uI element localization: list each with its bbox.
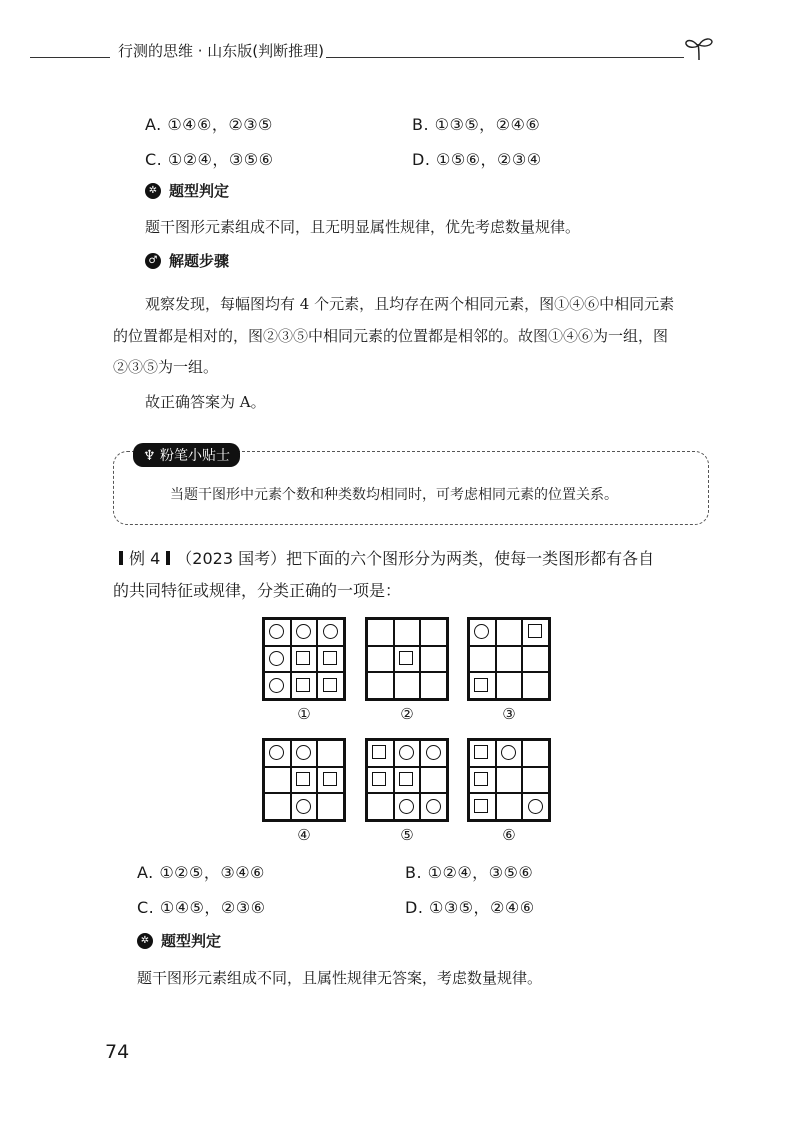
figure-cell bbox=[317, 672, 344, 699]
figure-cell bbox=[496, 619, 523, 646]
figure-cell bbox=[469, 740, 496, 767]
figure-cell bbox=[367, 793, 394, 820]
q1-option-d: D. ①⑤⑥，②③④ bbox=[412, 150, 542, 169]
q1-option-a: A. ①④⑥，②③⑤ bbox=[145, 115, 273, 134]
figure-cell bbox=[264, 767, 291, 794]
figure-cell bbox=[317, 646, 344, 673]
q2-type-label: 题型判定 bbox=[161, 932, 222, 950]
figure-4 bbox=[262, 738, 346, 822]
figure-cell bbox=[496, 740, 523, 767]
square-element bbox=[474, 772, 488, 786]
circle-element bbox=[296, 799, 311, 814]
figure-cell bbox=[420, 646, 447, 673]
figure-cell bbox=[291, 672, 318, 699]
square-element bbox=[323, 678, 337, 692]
figure-cell bbox=[367, 672, 394, 699]
figure-cell bbox=[469, 619, 496, 646]
figure-cell bbox=[367, 646, 394, 673]
square-element bbox=[474, 799, 488, 813]
q1-steps-line-1: 观察发现，每幅图均有 4 个元素，且均存在两个相同元素，图①④⑥中相同元素 bbox=[145, 295, 675, 313]
figure-cell bbox=[367, 740, 394, 767]
figure-cell bbox=[522, 793, 549, 820]
figure-cell bbox=[291, 767, 318, 794]
figure-5 bbox=[365, 738, 449, 822]
circle-element bbox=[501, 745, 516, 760]
figure-cell bbox=[522, 619, 549, 646]
figure-cell bbox=[367, 619, 394, 646]
q2-type-text: 题干图形元素组成不同，且属性规律无答案，考虑数量规律。 bbox=[137, 969, 543, 987]
q2-option-d: D. ①③⑤，②④⑥ bbox=[405, 898, 535, 917]
figure-label-1: ① bbox=[297, 705, 311, 723]
figure-1 bbox=[262, 617, 346, 701]
square-element bbox=[323, 772, 337, 786]
figure-6 bbox=[467, 738, 551, 822]
circle-element bbox=[269, 678, 284, 693]
q1-steps-heading bbox=[145, 250, 229, 271]
circle-element bbox=[474, 624, 489, 639]
q2-option-b: B. ①②④，③⑤⑥ bbox=[405, 863, 534, 882]
q1-option-b: B. ①③⑤，②④⑥ bbox=[412, 115, 541, 134]
q2-type-heading bbox=[137, 930, 221, 951]
figure-cell bbox=[291, 740, 318, 767]
square-element bbox=[399, 651, 413, 665]
circle-element bbox=[399, 799, 414, 814]
circle-element bbox=[296, 624, 311, 639]
tip-text: 当题干图形中元素个数和种类数均相同时，可考虑相同元素的位置关系。 bbox=[170, 487, 618, 503]
figure-cell bbox=[291, 646, 318, 673]
figure-cell bbox=[522, 767, 549, 794]
example-line-1 bbox=[113, 543, 654, 574]
figure-cell bbox=[469, 793, 496, 820]
figure-cell bbox=[420, 672, 447, 699]
figure-2 bbox=[365, 617, 449, 701]
figure-cell bbox=[469, 767, 496, 794]
example-tag: 例 4 bbox=[129, 549, 161, 568]
q1-option-c: C. ①②④，③⑤⑥ bbox=[145, 150, 274, 169]
figure-cell bbox=[522, 740, 549, 767]
figure-3 bbox=[467, 617, 551, 701]
square-element bbox=[296, 651, 310, 665]
q1-type-heading bbox=[145, 180, 229, 201]
bulb-icon: ✲ bbox=[145, 183, 161, 199]
square-element bbox=[372, 772, 386, 786]
square-element bbox=[474, 745, 488, 759]
figure-cell bbox=[317, 767, 344, 794]
figure-cell bbox=[522, 646, 549, 673]
circle-element bbox=[323, 624, 338, 639]
example-line-2: 的共同特征或规律，分类正确的一项是： bbox=[113, 581, 402, 600]
figure-cell bbox=[469, 672, 496, 699]
figure-cell bbox=[394, 672, 421, 699]
figure-cell bbox=[496, 793, 523, 820]
figure-label-2: ② bbox=[400, 705, 414, 723]
square-element bbox=[372, 745, 386, 759]
circle-element bbox=[399, 745, 414, 760]
figure-cell bbox=[420, 793, 447, 820]
figure-cell bbox=[317, 793, 344, 820]
figure-cell bbox=[420, 767, 447, 794]
tip-sprout-icon: ♆ bbox=[143, 448, 161, 464]
figure-cell bbox=[394, 767, 421, 794]
figure-cell bbox=[394, 740, 421, 767]
header-rule-right bbox=[326, 57, 684, 58]
sprout-icon bbox=[682, 34, 716, 62]
figure-cell bbox=[264, 619, 291, 646]
square-element bbox=[474, 678, 488, 692]
figure-cell bbox=[496, 646, 523, 673]
figure-cell bbox=[394, 646, 421, 673]
figure-cell bbox=[291, 619, 318, 646]
square-element bbox=[296, 678, 310, 692]
figure-label-3: ③ bbox=[502, 705, 516, 723]
q1-type-label: 题型判定 bbox=[169, 182, 230, 200]
figure-label-4: ④ bbox=[297, 826, 311, 844]
circle-element bbox=[296, 745, 311, 760]
example-text-1: （2023 国考）把下面的六个图形分为两类，使每一类图形都有各自 bbox=[176, 549, 655, 568]
figure-cell bbox=[420, 740, 447, 767]
square-element bbox=[296, 772, 310, 786]
figure-cell bbox=[264, 646, 291, 673]
q2-option-a: A. ①②⑤，③④⑥ bbox=[137, 863, 265, 882]
figure-cell bbox=[420, 619, 447, 646]
figure-cell bbox=[264, 740, 291, 767]
steps-icon: ♂ bbox=[145, 253, 161, 269]
circle-element bbox=[426, 799, 441, 814]
q1-answer: 故正确答案为 A。 bbox=[145, 393, 266, 411]
header-rule-left bbox=[30, 57, 110, 58]
figure-label-5: ⑤ bbox=[400, 826, 414, 844]
figure-cell bbox=[317, 740, 344, 767]
circle-element bbox=[269, 745, 284, 760]
square-element bbox=[528, 624, 542, 638]
figure-cell bbox=[394, 793, 421, 820]
square-element bbox=[323, 651, 337, 665]
figure-cell bbox=[264, 793, 291, 820]
figure-cell bbox=[367, 767, 394, 794]
q1-steps-line-2: 的位置都是相对的，图②③⑤中相同元素的位置都是相邻的。故图①④⑥为一组，图 bbox=[113, 327, 669, 345]
figure-cell bbox=[469, 646, 496, 673]
q1-steps-line-3: ②③⑤为一组。 bbox=[113, 358, 219, 376]
circle-element bbox=[269, 651, 284, 666]
figure-cell bbox=[496, 672, 523, 699]
page-number: 74 bbox=[105, 1041, 130, 1063]
circle-element bbox=[528, 799, 543, 814]
q1-type-text: 题干图形元素组成不同，且无明显属性规律，优先考虑数量规律。 bbox=[145, 218, 581, 236]
tip-label bbox=[133, 443, 240, 467]
square-element bbox=[399, 772, 413, 786]
figure-cell bbox=[496, 767, 523, 794]
q2-option-c: C. ①④⑤，②③⑥ bbox=[137, 898, 266, 917]
figure-cell bbox=[317, 619, 344, 646]
running-header: 行测的思维 · 山东版(判断推理) bbox=[118, 42, 325, 60]
figure-cell bbox=[264, 672, 291, 699]
figure-cell bbox=[394, 619, 421, 646]
tip-label-text: 粉笔小贴士 bbox=[160, 448, 231, 464]
figure-cell bbox=[291, 793, 318, 820]
bar-left bbox=[119, 551, 123, 565]
circle-element bbox=[426, 745, 441, 760]
figure-cell bbox=[522, 672, 549, 699]
bar-right bbox=[166, 551, 170, 565]
q1-steps-label: 解题步骤 bbox=[169, 252, 230, 270]
circle-element bbox=[269, 624, 284, 639]
bulb-icon-2: ✲ bbox=[137, 933, 153, 949]
figure-label-6: ⑥ bbox=[502, 826, 516, 844]
